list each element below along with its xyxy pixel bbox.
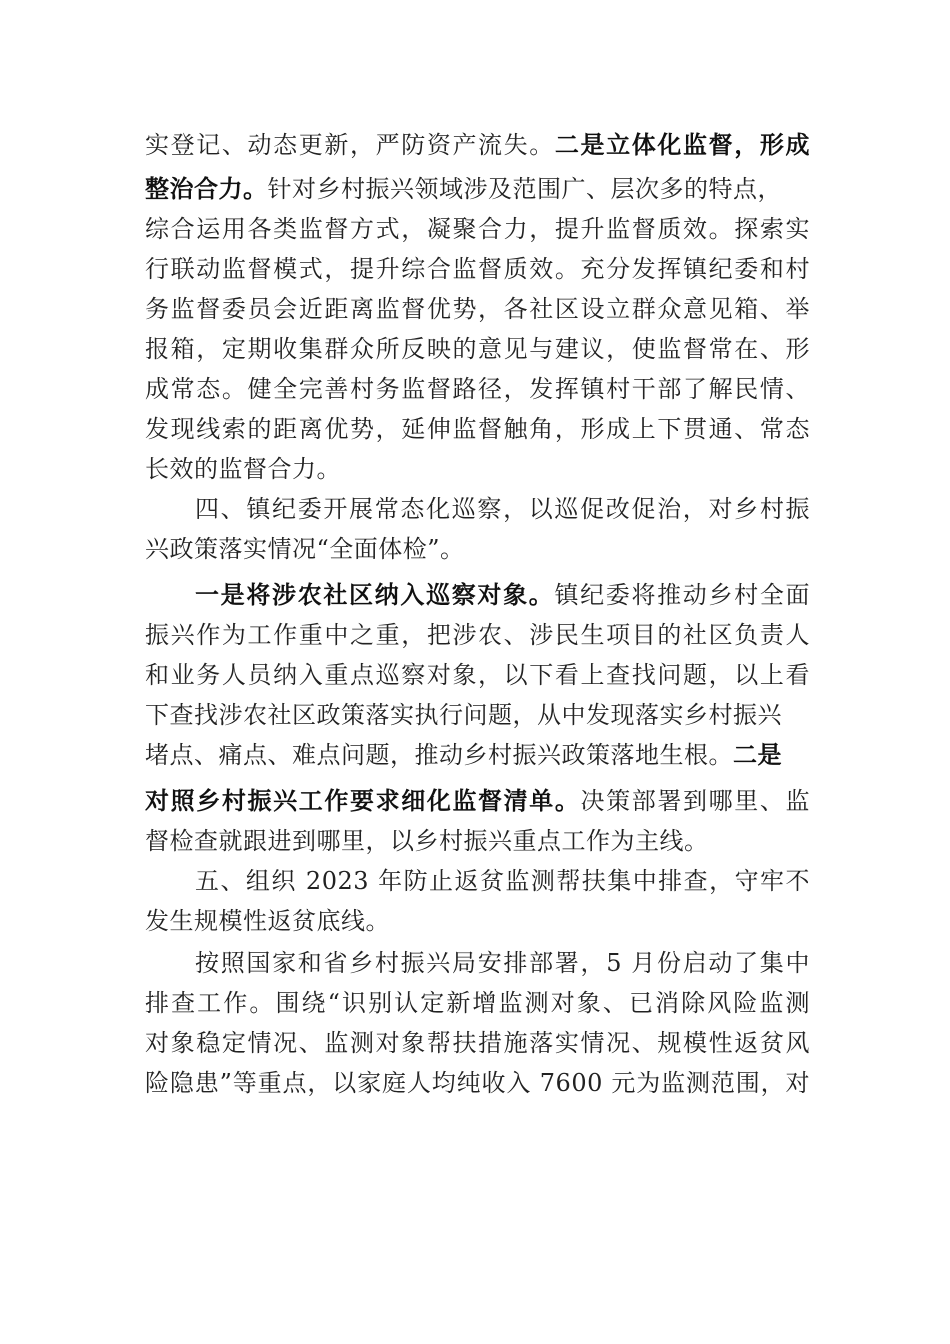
text-run: 实登记、动态更新，严防资产流失。 xyxy=(145,131,555,159)
text-run: 四、镇纪委开展常态化巡察，以巡促改促治，对乡村振 xyxy=(195,495,810,523)
text-run: 排查工作。围绕“识别认定新增监测对象、已消除风险监测 xyxy=(145,989,810,1017)
text-run: 兴政策落实情况“全面体检”。 xyxy=(145,535,465,563)
text-line xyxy=(145,618,810,652)
text-line xyxy=(145,738,810,772)
bold-text-run: 一是将涉农社区纳入巡察对象。 xyxy=(195,581,555,609)
bold-text-run: 整治合力。 xyxy=(145,175,268,203)
text-run: 和业务人员纳入重点巡察对象，以下看上查找问题，以上看 xyxy=(145,661,810,689)
text-line xyxy=(145,128,810,162)
text-line xyxy=(145,172,810,206)
text-line xyxy=(145,824,810,858)
text-run: 按照国家和省乡村振兴局安排部署，5 月份启动了集中 xyxy=(195,949,810,977)
text-run: 综合运用各类监督方式，凝聚合力，提升监督质效。探索实 xyxy=(145,215,810,243)
paragraph-first-line xyxy=(195,864,810,898)
paragraph-first-line xyxy=(195,946,810,980)
text-run: 险隐患”等重点，以家庭人均纯收入 7600 元为监测范围，对 xyxy=(145,1069,810,1097)
text-line xyxy=(145,332,810,366)
paragraph-first-line xyxy=(195,492,810,526)
text-line xyxy=(145,412,810,446)
text-run: 督检查就跟进到哪里，以乡村振兴重点工作为主线。 xyxy=(145,827,709,855)
text-run: 针对乡村振兴领域涉及范围广、层次多的特点， xyxy=(267,175,782,203)
bold-text-run: 二是立体化监督，形成 xyxy=(554,131,811,159)
text-run: 决策部署到哪里、监 xyxy=(580,787,811,815)
text-line xyxy=(145,292,810,326)
text-run: 报箱，定期收集群众所反映的意见与建议，使监督常在、形 xyxy=(145,335,810,363)
text-line xyxy=(145,658,810,692)
text-line xyxy=(145,784,810,818)
text-run: 镇纪委将推动乡村全面 xyxy=(554,581,811,609)
text-line xyxy=(145,1026,810,1060)
text-run: 振兴作为工作重中之重，把涉农、涉民生项目的社区负责人 xyxy=(145,621,810,649)
text-run: 堵点、痛点、难点问题，推动乡村振兴政策落地生根。 xyxy=(145,741,733,769)
text-line xyxy=(145,532,810,566)
text-line xyxy=(145,698,810,732)
text-line xyxy=(145,1066,810,1100)
text-run: 发生规模性返贫底线。 xyxy=(145,907,390,935)
text-run: 务监督委员会近距离监督优势，各社区设立群众意见箱、举 xyxy=(145,295,810,323)
text-run: 对象稳定情况、监测对象帮扶措施落实情况、规模性返贫风 xyxy=(145,1029,810,1057)
text-run: 成常态。健全完善村务监督路径，发挥镇村干部了解民情、 xyxy=(145,375,810,403)
text-line xyxy=(145,452,810,486)
text-line xyxy=(145,372,810,406)
bold-text-run: 二是 xyxy=(733,741,782,769)
text-line xyxy=(145,252,810,286)
text-run: 下查找涉农社区政策落实执行问题，从中发现落实乡村振兴 xyxy=(145,701,782,729)
paragraph-first-line xyxy=(195,578,810,612)
text-run: 五、组织 2023 年防止返贫监测帮扶集中排查，守牢不 xyxy=(195,867,810,895)
text-line xyxy=(145,986,810,1020)
text-run: 长效的监督合力。 xyxy=(145,455,341,483)
text-line xyxy=(145,212,810,246)
text-line xyxy=(145,904,810,938)
text-run: 行联动监督模式，提升综合监督质效。充分发挥镇纪委和村 xyxy=(145,255,810,283)
bold-text-run: 对照乡村振兴工作要求细化监督清单。 xyxy=(145,787,581,815)
text-run: 发现线索的距离优势，延伸监督触角，形成上下贯通、常态 xyxy=(145,415,810,443)
